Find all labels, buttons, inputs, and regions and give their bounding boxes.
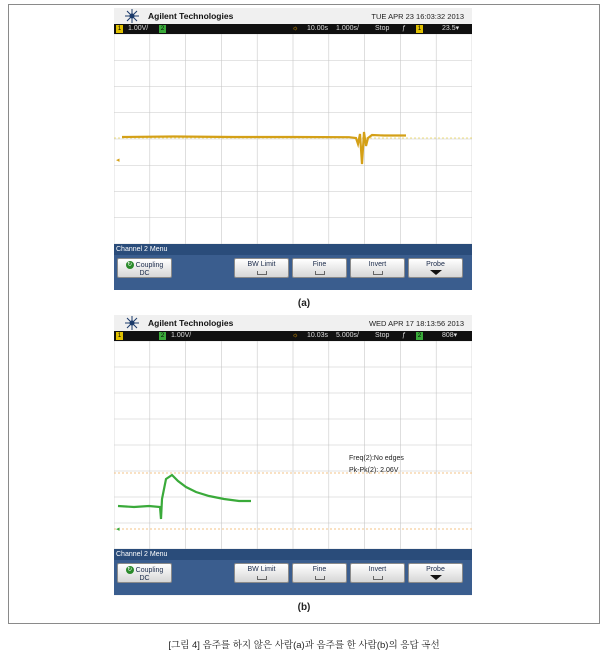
brand-name: Agilent Technologies: [148, 318, 234, 328]
rotate-icon: ↻: [127, 262, 133, 268]
figure-caption: [그림 4] 음주를 하지 않은 사람(a)과 음주를 한 사람(b)의 응답 곡선: [168, 640, 440, 651]
probe-softkey[interactable]: Probe: [408, 258, 463, 278]
fine-softkey[interactable]: Fine: [292, 258, 347, 278]
waveform-grid: [114, 34, 472, 244]
timebase-icon: ☼: [292, 332, 299, 339]
probe-softkey[interactable]: Probe: [408, 563, 463, 583]
invert-softkey[interactable]: Invert: [350, 258, 405, 278]
panel-b-label: (b): [297, 602, 311, 613]
brand-name: Agilent Technologies: [148, 11, 234, 21]
ground-marker-icon: ◂: [116, 526, 120, 533]
trigger-level: 23.5▾: [442, 25, 460, 32]
status-bar: 1 1.00V/ 2 ☼ 10.00s 1.000s/ Stop ƒ 1 23.5▾: [114, 24, 472, 34]
waveform-grid: [114, 341, 472, 549]
ground-marker-icon: ◂: [116, 157, 120, 164]
timestamp: WED APR 17 18:13:56 2013: [368, 319, 464, 328]
waveform-display: [114, 34, 472, 244]
run-state: Stop: [375, 25, 390, 32]
volts-per-div: 1.00V/: [128, 25, 149, 32]
bw-limit-softkey[interactable]: BW Limit: [234, 563, 289, 583]
menu-title-bar: Channel 2 Menu: [114, 549, 472, 560]
trigger-edge-icon: ƒ: [402, 25, 406, 32]
peak-to-peak-measurement: Pk-Pk(2): 2.06V: [349, 467, 399, 474]
fine-softkey[interactable]: Fine: [292, 563, 347, 583]
panel-a-label: (a): [297, 298, 311, 309]
coupling-softkey[interactable]: ↻ Coupling DC: [117, 258, 172, 278]
checkbox-indicator: [373, 576, 383, 580]
checkbox-indicator: [315, 576, 325, 580]
trace-channel-1: [122, 132, 406, 164]
timebase-value: 10.00s: [307, 25, 329, 32]
run-state: Stop: [375, 332, 390, 339]
brand-bar: [114, 8, 472, 24]
softkey-bar: [114, 560, 472, 595]
agilent-logo-icon: [125, 316, 139, 330]
status-bar: 1 2 1.00V/ ☼ 10.03s 5.000s/ Stop ƒ 2 808▾: [114, 331, 472, 341]
checkbox-indicator: [257, 271, 267, 275]
arrow-down-icon: [430, 575, 442, 580]
checkbox-indicator: [257, 576, 267, 580]
frequency-measurement: Freq(2):No edges: [349, 455, 404, 462]
agilent-logo-icon: [125, 9, 139, 23]
oscilloscope-panel-b: [114, 315, 472, 596]
checkbox-indicator: [373, 271, 383, 275]
oscilloscope-panel-a: [114, 8, 472, 290]
brand-bar: [114, 315, 472, 331]
waveform-display: [114, 341, 472, 549]
rotate-icon: ↻: [127, 567, 133, 573]
invert-softkey[interactable]: Invert: [350, 563, 405, 583]
softkey-bar: [114, 255, 472, 290]
arrow-down-icon: [430, 270, 442, 275]
menu-title-bar: Channel 2 Menu: [114, 244, 472, 255]
time-per-div: 5.000s/: [336, 332, 359, 339]
coupling-softkey[interactable]: ↻ Coupling DC: [117, 563, 172, 583]
volts-per-div: 1.00V/: [171, 332, 192, 339]
bw-limit-softkey[interactable]: BW Limit: [234, 258, 289, 278]
timebase-value: 10.03s: [307, 332, 329, 339]
timestamp: TUE APR 23 16:03:32 2013: [371, 12, 464, 21]
checkbox-indicator: [315, 271, 325, 275]
time-per-div: 1.000s/: [336, 25, 359, 32]
trigger-level: 808▾: [442, 332, 458, 339]
trigger-edge-icon: ƒ: [402, 332, 406, 339]
timebase-icon: ☼: [292, 25, 299, 32]
